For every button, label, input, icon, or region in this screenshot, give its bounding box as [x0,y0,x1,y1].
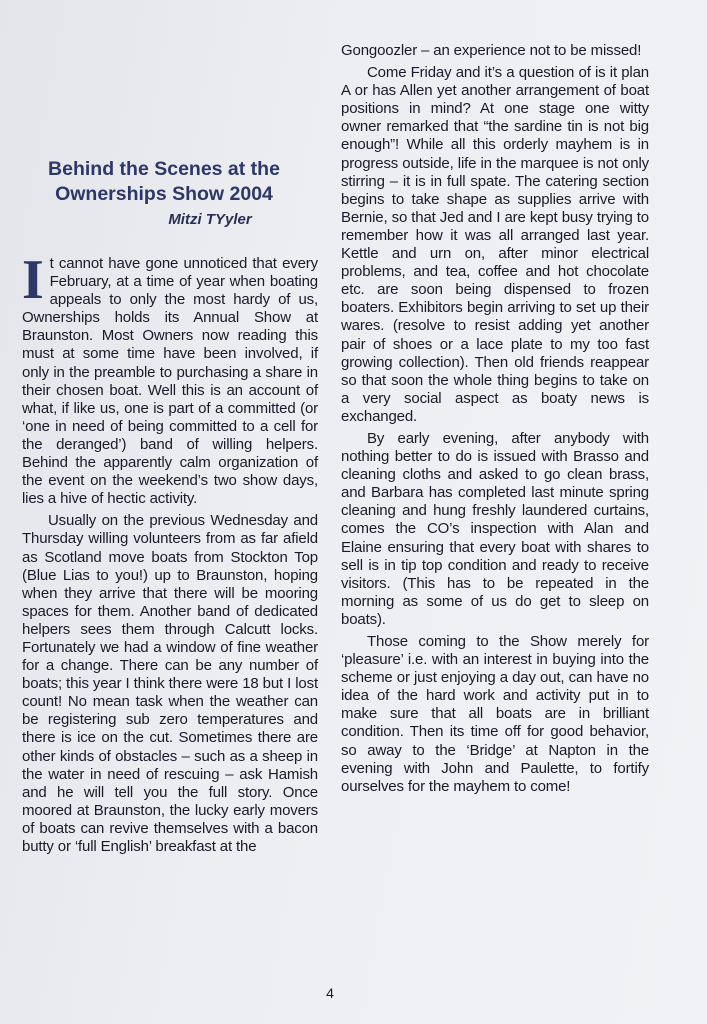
drop-cap: I [22,249,44,311]
paragraph: By early evening, after anybody with nothing better to do is issued with Brasso and cleaning cloths and asked to go clean brass, and Barbara has completed last minute spring cleaning and hung freshly laundered curtains, comes the CO’s inspection with Alan and Elaine ensuring that every boat with shares to sell is in tip top condition and ready to receive visitors. (This has to be repeated in the morning as some of us do get to sleep on boats). [341,429,649,628]
page-number: 4 [326,985,334,1001]
paragraph [22,249,318,508]
paragraph-text: t cannot have gone unnoticed that every February, at a time of year when boating appeals to only the most hardy of us, Ownerships holds its Annual Show at Braunston. Most Owners now reading this must at some time have been involved, if only in the preamble to purchasing a share in their chosen boat. Well this is an account of what, if like us, one is part of a committed (or ‘one in need of being committed to a cell for the deranged’) band of willing helpers. Behind the apparently calm organization of the event on the weekend’s two show days, lies a hive of hectic activity. [22,255,318,508]
left-column [22,249,318,856]
right-column [341,42,649,796]
article-title: Behind the Scenes at the Ownerships Show 2004 [48,158,280,205]
paragraph: Come Friday and it’s a question of is it plan A or has Allen yet another arrangement of boat positions in mind? At one stage one witty owner remarked that “the sardine tin is not big enough”! While all this orderly mayhem is in progress outside, life in the marquee is not only stirring – it is in full spate. The catering section begins to take shape as supplies arrive with Bernie, so that Jed and I are kept busy trying to remember how it was all arranged last year. Kettle and urn on, after minor electrical problems, and tea, coffee and hot chocolate etc. are soon being dispensed to frozen boaters. Exhibitors begin arriving to set up their wares. (resolve to resist adding yet another pair of shoes or a lace plate to my too fast growing collection). Then old friends reappear so that soon the whole thing begins to take on a very social aspect as boaty news is exchanged. [341,64,649,425]
paragraph: Gongoozler – an experience not to be missed! [341,42,642,59]
paragraph: Those coming to the Show merely for ‘pleasure’ i.e. with an interest in buying into the scheme or just enjoying a day out, can have no idea of the hard work and activity put in to make sure that all boats are in brilliant condition. Then its time off for good behavior, so away to the ‘Bridge’ at Napton in the evening with John and Paulette, to fortify ourselves for the mayhem to come! [341,633,649,795]
paragraph: Usually on the previous Wednesday and Thursday willing volunteers from as far afield as Scotland move boats from Stockton Top (Blue Lias to you!) up to Braunston, hoping when they arrive that there will be mooring spaces for them. Another band of dedicated helpers sees them through Calcutt locks. Fortunately we had a window of fine weather for a change. There can be any number of boats; this year I think there were 18 but I lost count! No mean task when the weather can be registering sub zero temperatures and there is ice on the cut. Sometimes there are other kinds of obstacles – such as a sheep in the water in need of rescuing – ask Hamish and he will tell you the full story. Once moored at Braunston, the lucky early movers of boats can revive themselves with a bacon butty or ‘full English’ breakfast at the [22,512,318,855]
article-author: Mitzi TYyler [168,211,252,228]
